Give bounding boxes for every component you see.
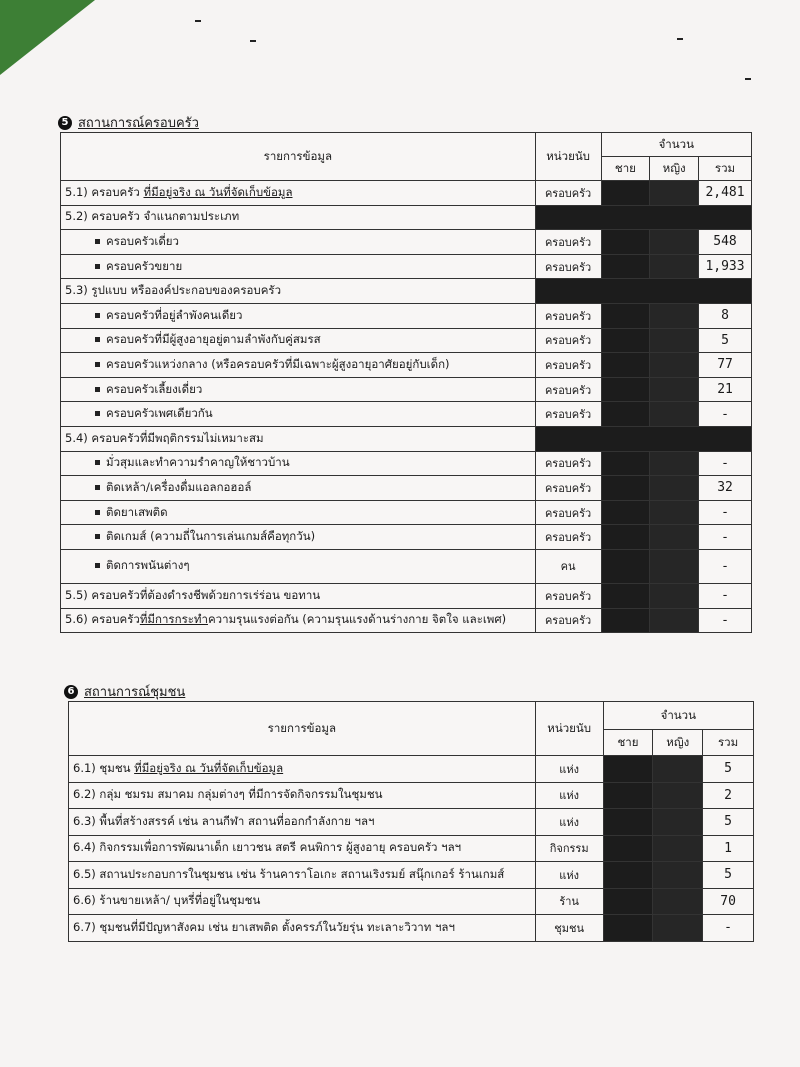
redacted-male xyxy=(601,583,650,608)
table-row xyxy=(69,756,754,783)
redacted-female xyxy=(650,549,699,583)
redacted-male xyxy=(601,525,650,550)
row-total: - xyxy=(699,549,752,583)
bullet-icon xyxy=(95,460,100,465)
bullet-icon xyxy=(95,534,100,539)
row-total: 1,933 xyxy=(699,254,752,279)
row-label: ติดเหล้า/เครื่องดื่มแอลกอฮอล์ xyxy=(106,479,252,494)
row-label: 5.3) รูปแบบ หรือองค์ประกอบของครอบครัว xyxy=(65,283,282,298)
row-unit: ครอบครัว xyxy=(535,303,601,328)
header-count: จำนวน xyxy=(603,702,753,730)
table-row xyxy=(69,915,754,942)
redacted-male xyxy=(601,402,650,427)
row-unit: ครอบครัว xyxy=(535,402,601,427)
row-label-cell xyxy=(61,549,536,583)
redacted-male xyxy=(603,915,653,942)
row-label: 6.1) ชุมชน xyxy=(73,760,135,775)
redacted-female xyxy=(650,476,699,501)
row-label: ติดเกมส์ (ความถี่ในการเล่นเกมส์คือทุกวัน) xyxy=(106,529,316,544)
redacted-male xyxy=(603,835,653,862)
table-row xyxy=(61,402,752,427)
redacted-male xyxy=(601,500,650,525)
row-unit: ครอบครัว xyxy=(535,451,601,476)
row-total: 5 xyxy=(703,809,754,836)
row-unit: คน xyxy=(535,549,601,583)
row-label: 5.5) ครอบครัวที่ต้องดำรงชีพด้วยการเร่ร่อน ขอทาน xyxy=(65,587,321,602)
bullet-icon xyxy=(95,510,100,515)
row-label: ติดยาเสพติด xyxy=(106,504,168,519)
row-total: - xyxy=(699,500,752,525)
bullet-icon xyxy=(95,387,100,392)
redacted-male xyxy=(601,549,650,583)
row-total: 77 xyxy=(699,353,752,378)
redacted-male xyxy=(601,230,650,255)
table-row xyxy=(69,835,754,862)
row-label-cell xyxy=(69,835,536,862)
row-unit: ครอบครัว xyxy=(535,608,601,633)
row-label-cell xyxy=(61,500,536,525)
table-row xyxy=(61,608,752,633)
row-total: 32 xyxy=(699,476,752,501)
row-total: 2,481 xyxy=(699,181,752,206)
bullet-icon xyxy=(95,362,100,367)
redacted-female xyxy=(650,303,699,328)
section-title: สถานการณ์ชุมชน xyxy=(84,685,186,700)
bullet-icon xyxy=(95,411,100,416)
row-label-cell xyxy=(61,402,536,427)
row-label-cell xyxy=(69,809,536,836)
redacted-female xyxy=(650,608,699,633)
row-unit: ครอบครัว xyxy=(535,500,601,525)
table-row xyxy=(61,377,752,402)
stray-mark xyxy=(250,40,256,42)
row-label-cell xyxy=(69,888,536,915)
redacted-female xyxy=(650,230,699,255)
header-total: รวม xyxy=(699,157,752,181)
row-unit: ครอบครัว xyxy=(535,328,601,353)
header-count: จำนวน xyxy=(601,133,751,157)
row-total: - xyxy=(699,451,752,476)
row-label: 6.3) พื้นที่สร้างสรรค์ เช่น ลานกีฬา สถานที่ออกกำลังกาย ฯลฯ xyxy=(73,813,375,828)
row-total: 5 xyxy=(703,756,754,783)
row-label: 5.1) ครอบครัว xyxy=(65,184,144,199)
row-unit: ครอบครัว xyxy=(535,525,601,550)
row-label-cell xyxy=(61,279,536,304)
header-unit: หน่วยนับ xyxy=(535,702,603,756)
row-label-cell xyxy=(69,782,536,809)
community-situation-table xyxy=(68,701,754,942)
redacted-male xyxy=(601,181,650,206)
header-unit: หน่วยนับ xyxy=(535,133,601,181)
table-row xyxy=(61,254,752,279)
table-row xyxy=(61,353,752,378)
section-title: สถานการณ์ครอบครัว xyxy=(78,116,199,131)
redacted-female xyxy=(650,328,699,353)
section-6-heading xyxy=(64,681,185,702)
header-female: หญิง xyxy=(653,730,703,756)
row-label-cell xyxy=(61,608,536,633)
stray-mark xyxy=(745,78,751,80)
table-row xyxy=(61,181,752,206)
bullet-icon xyxy=(95,485,100,490)
row-unit: ครอบครัว xyxy=(535,476,601,501)
redacted-male xyxy=(603,782,653,809)
redacted-female xyxy=(653,888,703,915)
table-row xyxy=(61,525,752,550)
redacted-female xyxy=(650,353,699,378)
redacted-male xyxy=(603,809,653,836)
redacted-male xyxy=(601,254,650,279)
bullet-icon xyxy=(95,337,100,342)
header-item: รายการข้อมูล xyxy=(61,133,536,181)
row-total: - xyxy=(699,525,752,550)
table-row xyxy=(69,862,754,889)
row-unit: ครอบครัว xyxy=(535,377,601,402)
row-label: 5.2) ครอบครัว จำแนกตามประเภท xyxy=(65,209,240,224)
row-label-cell xyxy=(61,476,536,501)
row-label-cell xyxy=(69,862,536,889)
redacted-female xyxy=(653,809,703,836)
redacted-female xyxy=(653,782,703,809)
table-row xyxy=(61,303,752,328)
row-label: ติดการพนันต่างๆ xyxy=(106,558,190,573)
row-label-cell xyxy=(61,353,536,378)
redacted-female xyxy=(653,915,703,942)
redacted-male xyxy=(601,303,650,328)
redacted-male xyxy=(601,353,650,378)
header-female: หญิง xyxy=(650,157,699,181)
table-row xyxy=(69,888,754,915)
section-number-badge: 6 xyxy=(64,685,78,699)
row-unit: ร้าน xyxy=(535,888,603,915)
row-label-underlined: ที่มีอยู่จริง ณ วันที่จัดเก็บข้อมูล xyxy=(134,760,284,775)
row-total: - xyxy=(699,583,752,608)
redacted-male xyxy=(601,377,650,402)
row-total: 5 xyxy=(703,862,754,889)
bullet-icon xyxy=(95,239,100,244)
row-total: 1 xyxy=(703,835,754,862)
row-label-cell xyxy=(61,230,536,255)
header-male: ชาย xyxy=(603,730,653,756)
row-label: 6.6) ร้านขายเหล้า/ บุหรี่ที่อยู่ในชุมชน xyxy=(73,893,261,908)
row-label: มั่วสุมและทำความรำคาญให้ชาวบ้าน xyxy=(106,455,290,470)
row-label-cell xyxy=(61,451,536,476)
redacted-female xyxy=(650,254,699,279)
redacted-female xyxy=(650,377,699,402)
row-total: 5 xyxy=(699,328,752,353)
row-total: - xyxy=(703,915,754,942)
row-label: 5.4) ครอบครัวที่มีพฤติกรรมไม่เหมาะสม xyxy=(65,430,264,445)
row-label-cell xyxy=(61,303,536,328)
header-total: รวม xyxy=(703,730,754,756)
redacted-male xyxy=(601,328,650,353)
redacted-female xyxy=(653,756,703,783)
redacted-female xyxy=(653,862,703,889)
row-label-underlined: ที่มีอยู่จริง ณ วันที่จัดเก็บข้อมูล xyxy=(143,184,293,199)
table-row xyxy=(61,476,752,501)
redacted-male xyxy=(601,451,650,476)
row-unit: กิจกรรม xyxy=(535,835,603,862)
table-row xyxy=(61,328,752,353)
row-label-suffix: ความรุนแรงต่อกัน (ความรุนแรงด้านร่างกาย จิตใจ และเพศ) xyxy=(207,612,507,627)
redacted-male xyxy=(603,888,653,915)
row-label-cell xyxy=(61,205,536,230)
stray-mark xyxy=(195,20,201,22)
table-row xyxy=(61,583,752,608)
row-label: 6.7) ชุมชนที่มีปัญหาสังคม เช่น ยาเสพติด ตั้งครรภ์ในวัยรุ่น ทะเลาะวิวาท ฯลฯ xyxy=(73,919,455,934)
row-unit: ครอบครัว xyxy=(535,583,601,608)
row-unit: แห่ง xyxy=(535,862,603,889)
row-total: 70 xyxy=(703,888,754,915)
section-number-badge: 5 xyxy=(58,116,72,130)
bullet-icon xyxy=(95,563,100,568)
row-total: 21 xyxy=(699,377,752,402)
row-unit: ครอบครัว xyxy=(535,353,601,378)
row-label-cell xyxy=(61,328,536,353)
row-label: 5.6) ครอบครัว xyxy=(65,612,140,627)
redacted-male xyxy=(601,476,650,501)
table-row xyxy=(61,205,752,230)
row-total: 548 xyxy=(699,230,752,255)
row-label: 6.2) กลุ่ม ชมรม สมาคม กลุ่มต่างๆ ที่มีการจัดกิจกรรมในชุมชน xyxy=(73,787,383,802)
row-unit: แห่ง xyxy=(535,756,603,783)
redacted-female xyxy=(650,181,699,206)
header-male: ชาย xyxy=(601,157,650,181)
bullet-icon xyxy=(95,264,100,269)
stray-mark xyxy=(677,38,683,40)
row-label-cell xyxy=(69,915,536,942)
row-unit: แห่ง xyxy=(535,809,603,836)
table-row xyxy=(61,426,752,451)
redacted-female xyxy=(650,402,699,427)
row-total: 8 xyxy=(699,303,752,328)
row-unit: ครอบครัว xyxy=(535,230,601,255)
redacted-male xyxy=(601,608,650,633)
header-item: รายการข้อมูล xyxy=(69,702,536,756)
redacted-female xyxy=(650,525,699,550)
row-label: ครอบครัวเดี่ยว xyxy=(106,233,179,248)
row-unit: แห่ง xyxy=(535,782,603,809)
row-label: ครอบครัวที่อยู่ลำพังคนเดียว xyxy=(106,307,243,322)
row-label-cell xyxy=(61,426,536,451)
row-total: - xyxy=(699,608,752,633)
redacted-block xyxy=(535,426,751,451)
redacted-female xyxy=(650,500,699,525)
table-row xyxy=(61,500,752,525)
row-unit: ครอบครัว xyxy=(535,181,601,206)
row-label: ครอบครัวขยาย xyxy=(106,258,183,273)
row-label-cell xyxy=(61,525,536,550)
redacted-male xyxy=(603,862,653,889)
table-row xyxy=(61,549,752,583)
row-label-cell xyxy=(61,583,536,608)
row-unit: ครอบครัว xyxy=(535,254,601,279)
row-label-cell xyxy=(69,756,536,783)
table-row xyxy=(69,809,754,836)
row-label: ครอบครัวเพศเดียวกัน xyxy=(106,406,213,421)
redacted-male xyxy=(603,756,653,783)
redacted-female xyxy=(650,583,699,608)
row-label: ครอบครัวที่มีผู้สูงอายุอยู่ตามลำพังกับคู่สมรส xyxy=(106,332,321,347)
table-row xyxy=(61,279,752,304)
row-label: ครอบครัวแหว่งกลาง (หรือครอบครัวที่มีเฉพาะผู้สูงอายุอาศัยอยู่กับเด็ก) xyxy=(106,356,450,371)
bullet-icon xyxy=(95,313,100,318)
table-row xyxy=(69,782,754,809)
row-unit: ชุมชน xyxy=(535,915,603,942)
row-label: 6.4) กิจกรรมเพื่อการพัฒนาเด็ก เยาวชน สตรี คนพิการ ผู้สูงอายุ ครอบครัว ฯลฯ xyxy=(73,840,462,855)
section-5-heading xyxy=(58,112,199,133)
redacted-block xyxy=(535,205,751,230)
redacted-block xyxy=(535,279,751,304)
table-row xyxy=(61,230,752,255)
row-label-underlined: ที่มีการกระทำ xyxy=(139,612,208,627)
row-label-cell xyxy=(61,181,536,206)
row-label: ครอบครัวเลี้ยงเดี่ยว xyxy=(106,381,203,396)
row-total: 2 xyxy=(703,782,754,809)
row-label: 6.5) สถานประกอบการในชุมชน เช่น ร้านคาราโอเกะ สถานเริงรมย์ สนุ๊กเกอร์ ร้านเกมส์ xyxy=(73,866,505,881)
redacted-female xyxy=(650,451,699,476)
table-row xyxy=(61,451,752,476)
redacted-female xyxy=(653,835,703,862)
row-label-cell xyxy=(61,254,536,279)
row-label-cell xyxy=(61,377,536,402)
family-situation-table xyxy=(60,132,752,633)
row-total: - xyxy=(699,402,752,427)
